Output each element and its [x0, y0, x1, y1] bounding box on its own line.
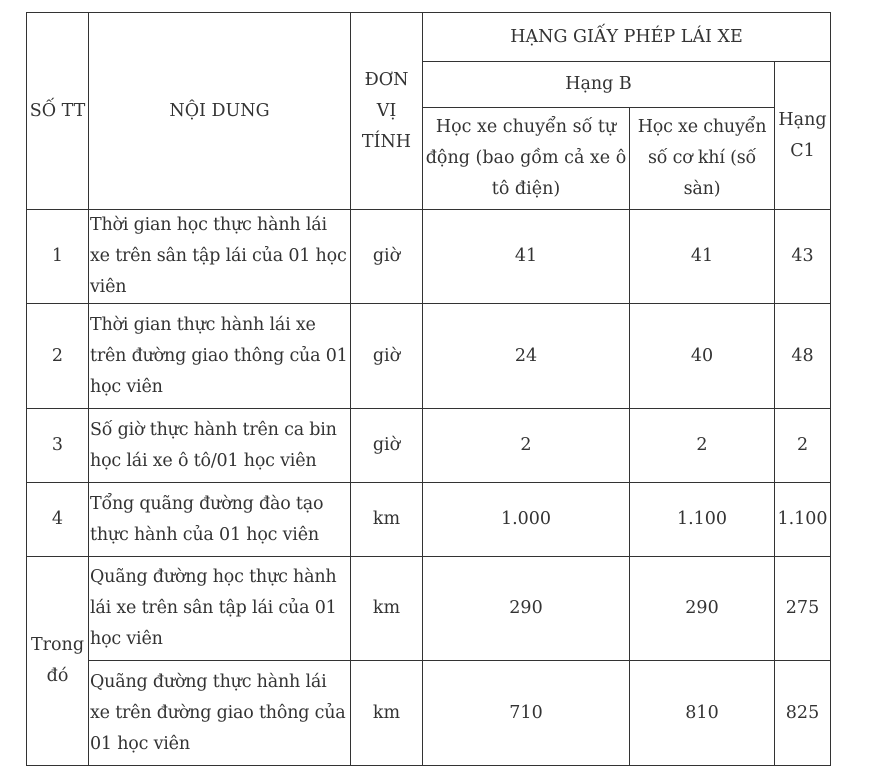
header-license-group: HẠNG GIẤY PHÉP LÁI XE: [423, 13, 831, 62]
header-unit: ĐƠN VỊ TÍNH: [351, 13, 423, 210]
cell-content: Thời gian thực hành lái xe trên đường giao thông của 01 học viên: [89, 304, 351, 409]
header-class-b-manual: Học xe chuyển số cơ khí (số sàn): [630, 108, 775, 210]
table-row: [27, 409, 831, 483]
cell-b-manual: 40: [630, 304, 775, 409]
table-row: [27, 304, 831, 409]
cell-stt: 4: [27, 483, 89, 557]
cell-c1: 43: [775, 210, 831, 304]
cell-c1: 275: [775, 557, 831, 661]
cell-c1: 2: [775, 409, 831, 483]
table-row: [27, 483, 831, 557]
cell-unit: km: [351, 483, 423, 557]
cell-b-auto: 41: [423, 210, 630, 304]
cell-unit: giờ: [351, 210, 423, 304]
cell-b-manual: 41: [630, 210, 775, 304]
cell-content: Quãng đường thực hành lái xe trên đường giao thông của 01 học viên: [89, 661, 351, 766]
cell-unit: giờ: [351, 304, 423, 409]
cell-b-manual: 1.100: [630, 483, 775, 557]
cell-b-auto: 710: [423, 661, 630, 766]
cell-stt: 1: [27, 210, 89, 304]
cell-b-auto: 24: [423, 304, 630, 409]
cell-b-manual: 2: [630, 409, 775, 483]
cell-b-auto: 1.000: [423, 483, 630, 557]
cell-c1: 48: [775, 304, 831, 409]
cell-unit: giờ: [351, 409, 423, 483]
cell-b-auto: 290: [423, 557, 630, 661]
cell-unit: km: [351, 661, 423, 766]
table-row: [27, 661, 831, 766]
header-content: NỘI DUNG: [89, 13, 351, 210]
cell-content: Thời gian học thực hành lái xe trên sân tập lái của 01 học viên: [89, 210, 351, 304]
cell-b-manual: 290: [630, 557, 775, 661]
cell-content: Số giờ thực hành trên ca bin học lái xe ô tô/01 học viên: [89, 409, 351, 483]
cell-b-manual: 810: [630, 661, 775, 766]
driving-license-training-table: [26, 12, 831, 766]
header-row-1: [27, 13, 831, 62]
cell-breakdown-label: Trong đó: [27, 557, 89, 766]
cell-b-auto: 2: [423, 409, 630, 483]
cell-stt: 3: [27, 409, 89, 483]
header-class-b-auto: Học xe chuyển số tự động (bao gồm cả xe ô tô điện): [423, 108, 630, 210]
cell-stt: 2: [27, 304, 89, 409]
header-class-b: Hạng B: [423, 62, 775, 108]
table-row: [27, 210, 831, 304]
header-class-c1: Hạng C1: [775, 62, 831, 210]
header-stt: SỐ TT: [27, 13, 89, 210]
cell-c1: 1.100: [775, 483, 831, 557]
table-row: [27, 557, 831, 661]
cell-c1: 825: [775, 661, 831, 766]
cell-content: Tổng quãng đường đào tạo thực hành của 01 học viên: [89, 483, 351, 557]
cell-unit: km: [351, 557, 423, 661]
cell-content: Quãng đường học thực hành lái xe trên sân tập lái của 01 học viên: [89, 557, 351, 661]
